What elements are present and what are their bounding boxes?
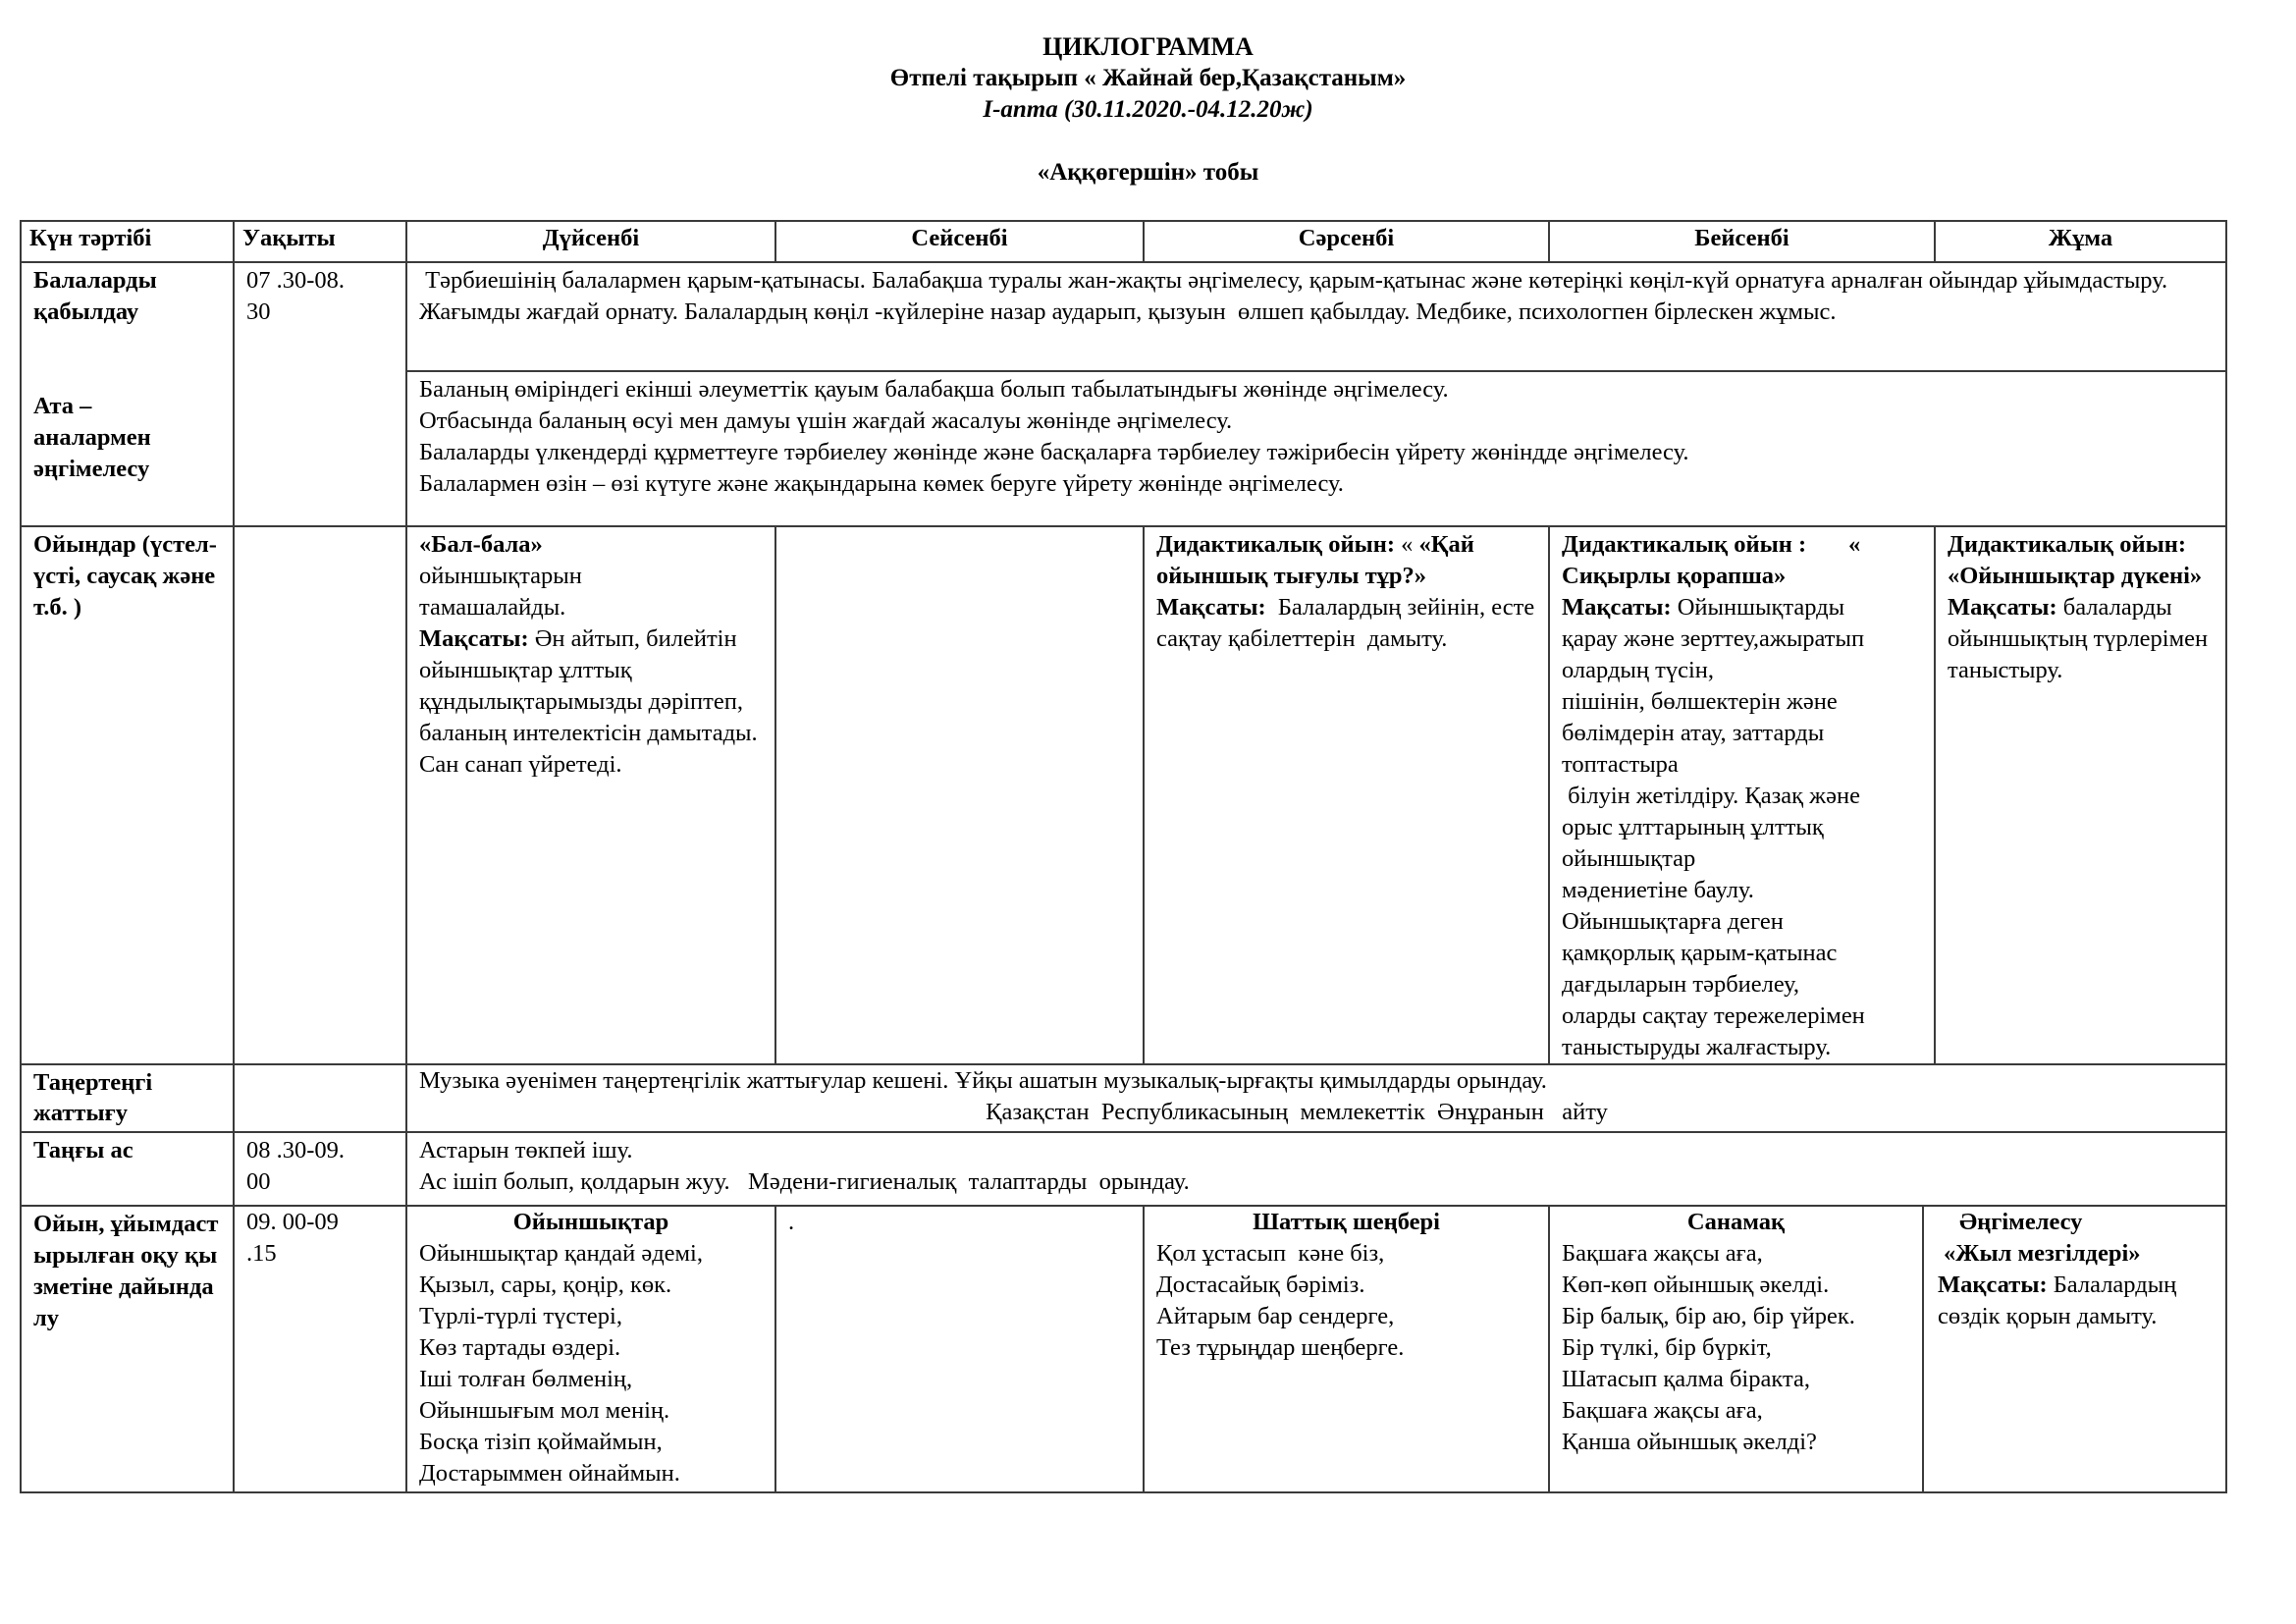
table-row-preparation: [21, 1206, 2226, 1492]
rhyme-line: Көп-көп ойыншық әкелді.: [1562, 1272, 1830, 1298]
week-period: І-апта (30.11.2020.-04.12.20ж): [983, 96, 1313, 123]
preparation-friday: [1924, 1207, 2225, 1491]
column-header-wednesday: Сәрсенбі: [1144, 221, 1549, 262]
poem-line: Қол ұстасып кәне біз,: [1156, 1240, 1385, 1267]
poem-line: Түрлі-түрлі түстері,: [419, 1303, 622, 1329]
poem-line: Достарыммен ойнаймын.: [419, 1460, 680, 1487]
header-row: [21, 221, 2226, 262]
games-wednesday: [1144, 526, 1549, 1064]
time-line: 30: [246, 298, 271, 325]
poem-title: Ойыншықтар: [512, 1209, 669, 1235]
game-title-prefix: Дидактикалық ойын:: [1156, 531, 1395, 558]
column-header-friday: Жұма: [1935, 221, 2226, 262]
game-title: Дидактикалық ойын : « Сиқырлы қорапша»: [1562, 531, 1867, 589]
game-title: Дидактикалық ойын: «Ойыншықтар дүкені»: [1948, 531, 2203, 589]
breakfast-content: [406, 1132, 2226, 1206]
time-exercise: [234, 1064, 406, 1132]
row-label-games: Ойындар (үстел-үсті, саусақ және т.б. ): [21, 526, 234, 1064]
preparation-monday: [406, 1206, 775, 1492]
conversation-subtitle: «Жыл мезгілдері»: [1944, 1240, 2141, 1267]
time-line: 07 .30-08.: [246, 267, 346, 294]
transitional-theme: Өтпелі тақырып « Жайнай бер,Қазақстаным»: [889, 65, 1407, 91]
time-line: 08 .30-09.: [246, 1137, 346, 1164]
game-title: «Бал-бала»: [419, 531, 543, 558]
row-label-breakfast: Таңғы ас: [21, 1132, 234, 1206]
goal-line: қамқорлық қарым-қатынас: [1562, 940, 1838, 966]
games-friday: [1935, 526, 2226, 1064]
game-title: «Қай ойыншық тығулы тұр?»: [1156, 531, 1474, 589]
rhyme-line: Бақшаға жақсы аға,: [1562, 1397, 1763, 1424]
rhyme-line: Шатасып қалма біракта,: [1562, 1366, 1810, 1392]
row-label-parents: Ата – аналармен әңгімелесу: [33, 393, 151, 482]
poem-line: Іші толған бөлменің,: [419, 1366, 633, 1392]
row-label-reception: Балаларды қабылдау: [33, 267, 157, 325]
time-breakfast: [234, 1132, 406, 1206]
time-line: .15: [246, 1240, 277, 1267]
goal-line: Ойыншықтарды: [1671, 594, 1845, 621]
exercise-line: Музыка әуенімен таңертеңгілік жаттығулар кешені. Ұйқы ашатын музыкалық-ырғақты қимылдарды орындау.: [419, 1067, 1547, 1094]
conversation-title: Әңгімелесу: [1959, 1209, 2083, 1235]
poem-line: Тез тұрыңдар шеңберге.: [1156, 1334, 1405, 1361]
goal-text: балаларды ойыншықтың түрлерімен таныстыру.: [1948, 594, 2209, 683]
preparation-thursday-friday: [1549, 1206, 2226, 1492]
parents-content: [406, 371, 2226, 526]
goal-label: Мақсаты:: [1562, 594, 1672, 621]
parents-line: Балаларды үлкендерді құрметтеуге тәрбиелеу жөнінде және басқаларға тәрбиелеу тәжірибесін үйрету жөніндде әңгімелесу.: [419, 439, 1689, 465]
preparation-tuesday: .: [775, 1206, 1144, 1492]
preparation-wednesday: [1144, 1206, 1549, 1492]
goal-line: топтастыра: [1562, 751, 1679, 778]
poem-line: Босқа тізіп қоймаймын,: [419, 1429, 663, 1455]
goal-line: ойыншықтар: [1562, 845, 1696, 872]
goal-line: олардың түсін,: [1562, 657, 1714, 683]
time-line: 00: [246, 1168, 271, 1195]
game-description: ойыншықтарын тамашалайды.: [419, 563, 582, 621]
time-line: 09. 00-09: [246, 1209, 339, 1235]
goal-label: Мақсаты:: [419, 625, 529, 652]
poem-title: Шаттық шеңбері: [1253, 1209, 1440, 1235]
time-preparation: [234, 1206, 406, 1492]
games-monday: [406, 526, 775, 1064]
rhyme-line: Бақшаға жақсы аға,: [1562, 1240, 1763, 1267]
rhyme-line: Бір балық, бір аю, бір үйрек.: [1562, 1303, 1855, 1329]
goal-line: мәдениетіне баулу.: [1562, 877, 1754, 903]
goal-label: Мақсаты:: [1948, 594, 2057, 621]
games-tuesday: [775, 526, 1144, 1064]
goal-line: дағдыларын тәрбиелеу,: [1562, 971, 1800, 998]
table-row-exercise: [21, 1064, 2226, 1132]
anthem-line: Қазақстан Республикасының мемлекеттік Әнұранын айту: [986, 1099, 1608, 1125]
group-name: «Аққөгершін» тобы: [1037, 159, 1259, 186]
goal-line: білуін жетілдіру. Қазақ және: [1562, 783, 1860, 809]
rhyme-line: Бір түлкі, бір бүркіт,: [1562, 1334, 1772, 1361]
goal-text: Балалардың сөздік қорын дамыту.: [1938, 1272, 2177, 1329]
goal-line: қарау және зерттеу,ажыратып: [1562, 625, 1865, 652]
table-row-breakfast: [21, 1132, 2226, 1206]
parents-line: Балалармен өзін – өзі күтуге және жақындарына көмек беруге үйрету жөнінде әңгімелесу.: [419, 470, 1344, 497]
goal-line: таныстыруды жалғастыру.: [1562, 1034, 1832, 1060]
column-header-time: Уақыты: [234, 221, 406, 262]
goal-line: пішінін, бөлшектерін және: [1562, 688, 1838, 715]
poem-line: Айтарым бар сендерге,: [1156, 1303, 1395, 1329]
goal-line: бөлімдерін атау, заттарды: [1562, 720, 1825, 746]
poem-line: Қызыл, сары, қоңір, көк.: [419, 1272, 672, 1298]
breakfast-line: Ас ішіп болып, қолдарын жуу. Мәдени-гигиеналық талаптарды орындау.: [419, 1168, 1190, 1195]
goal-text: Балалардың зейінін, есте сақтау қабілеттерін дамыту.: [1156, 594, 1547, 652]
exercise-content: [406, 1064, 2226, 1132]
preparation-thursday: [1550, 1207, 1924, 1491]
parents-line: Отбасында баланың өсуі мен дамуы үшін жағдай жасалуы жөнінде әңгімелесу.: [419, 407, 1233, 434]
poem-line: Достасайық бәріміз.: [1156, 1272, 1365, 1298]
breakfast-line: Астарын төкпей ішу.: [419, 1137, 633, 1164]
goal-line: орыс ұлттарының ұлттық: [1562, 814, 1824, 840]
goal-line: оларды сақтау тережелерімен: [1562, 1002, 1865, 1029]
goal-label: Мақсаты:: [1156, 594, 1266, 621]
row-label-reception-and-parents: [21, 262, 234, 526]
row-label-preparation: Ойын, ұйымдастырылған оқу қызметіне дайындалу: [21, 1206, 234, 1492]
document-title: ЦИКЛОГРАММА: [1042, 32, 1254, 61]
game-title-quote: «: [1394, 531, 1419, 558]
time-games: [234, 526, 406, 1064]
goal-label: Мақсаты:: [1938, 1272, 2048, 1298]
column-header-monday: Дүйсенбі: [406, 221, 775, 262]
table-row-reception: [21, 262, 2226, 371]
goal-text: Ән айтып, билейтін ойыншықтар ұлттық құндылықтарымызды дәріптеп, баланың интелектісін дамытады. Сан санап үйретеді.: [419, 625, 758, 778]
counting-rhyme-title: Санамақ: [1686, 1209, 1786, 1235]
table-row-games: [21, 526, 2226, 1064]
column-header-tuesday: Сейсенбі: [775, 221, 1144, 262]
games-thursday: [1549, 526, 1935, 1064]
goal-line: Ойыншықтарға деген: [1562, 908, 1784, 935]
poem-line: Ойыншығым мол менің.: [419, 1397, 670, 1424]
row-label-exercise: Таңертеңгі жаттығу: [21, 1064, 234, 1132]
column-header-routine: Күн тәртібі: [21, 221, 234, 262]
time-reception: [234, 262, 406, 526]
poem-line: Көз тартады өздері.: [419, 1334, 621, 1361]
parents-line: Баланың өміріндегі екінші әлеуметтік қауым балабақша болып табылатындығы жөнінде әңгімелесу.: [419, 376, 1449, 403]
reception-content: Тәрбиешінің балалармен қарым-қатынасы. Балабақша туралы жан-жақты әңгімелесу, қарым-қатынас және көтеріңкі көңіл-күй орнатуға арналған ойындар ұйымдастыру. Жағымды жағдай орнату. Балалардың көңіл -күйлеріне назар аударып, қызуын өлшеп қабылдау. Медбике, психологпен бірлескен жұмыс.: [406, 262, 2226, 371]
column-header-thursday: Бейсенбі: [1549, 221, 1935, 262]
schedule-table: [20, 220, 2227, 1493]
poem-line: Ойыншықтар қандай әдемі,: [419, 1240, 703, 1267]
rhyme-line: Қанша ойыншық әкелді?: [1562, 1429, 1817, 1455]
